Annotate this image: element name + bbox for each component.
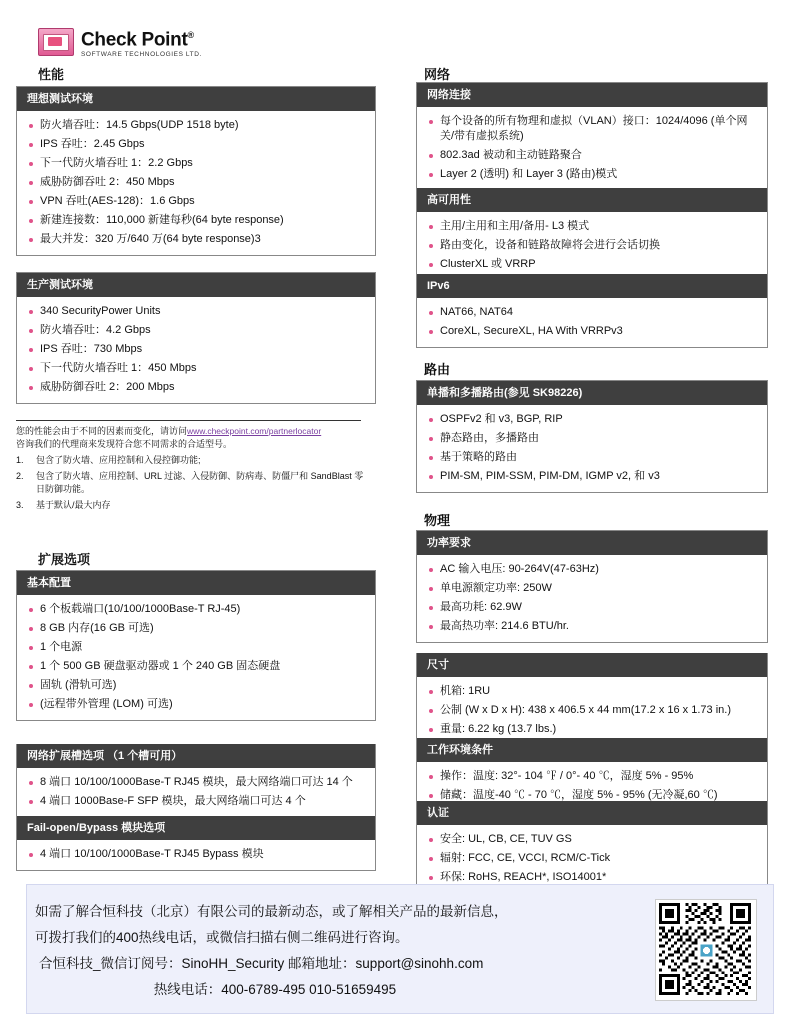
list-item: CoreXL, SecureXL, HA With VRRPv3 [427,322,759,341]
list-item: IPS 吞吐：730 Mbps [27,340,367,359]
table-production-test-environment [16,272,376,404]
list-item: OSPFv2 和 v3, BGP, RIP [427,410,759,429]
list-item: 固轨 (滑轨可选) [27,676,367,695]
footnote-2 [16,470,366,496]
table-high-availability [416,188,768,281]
list-item: 基于策略的路由 [427,448,759,467]
footnote-lead2: 咨询我们的代理商来发现符合您不同需求的合适型号。 [16,439,233,449]
list-item: 安全: UL, CB, CE, TUV GS [427,830,759,849]
promo-line-4: 热线电话：400-6789-495 010-51659495 [153,982,397,997]
table-body-basic [17,595,375,720]
footnote-1 [16,454,366,467]
list-item: 重量: 6.22 kg (13.7 lbs.) [427,720,759,739]
section-title-routing: 路由 [424,362,451,377]
table-unicast-multicast-routing [416,380,768,493]
list-item: 新建连接数：110,000 新建每秒(64 byte response) [27,211,367,230]
list-item: 下一代防火墙吞吐 1：2.2 Gbps [27,154,367,173]
table-header-connectivity: 网络连接 [417,83,767,107]
partner-locator-link[interactable]: www.checkpoint.com/partnerlocator [187,426,322,436]
table-body-ipv6 [417,298,767,347]
list-item: Layer 2 (透明) 和 Layer 3 (路由)模式 [427,165,759,184]
table-certification [416,801,768,894]
section-title-performance: 性能 [38,67,65,82]
list-item: VPN 吞吐(AES-128)：1.6 Gbps [27,192,367,211]
list-item: 单电源额定功率: 250W [427,579,759,598]
table-bypass-options [16,816,376,871]
table-header-environment: 工作环境条件 [417,738,767,762]
checkpoint-logo [38,26,202,58]
list-item: AC 输入电压: 90-264V(47-63Hz) [427,560,759,579]
table-body-slots [17,768,375,817]
promo-line-3: 合恒科技_微信订阅号：SinoHH_Security 邮箱地址：support@sinohh.com [39,956,484,971]
table-header-production: 生产测试环境 [17,273,375,297]
list-item: 最高功耗: 62.9W [427,598,759,617]
table-header-bypass: Fail-open/Bypass 模块选项 [17,816,375,840]
list-item: 最高热功率: 214.6 BTU/hr. [427,617,759,636]
list-item: 每个设备的所有物理和虚拟（VLAN）接口：1024/4096 (单个网关/带有虚拟系统) [427,112,759,146]
table-dimensions [416,653,768,746]
table-body-connectivity [417,107,767,190]
table-network-connectivity [416,82,768,191]
list-item: 1 个电源 [27,638,367,657]
list-item: 威胁防御吞吐 2：200 Mbps [27,378,367,397]
brand-name: Check Point® [81,29,194,51]
section-title-network: 网络 [424,67,451,82]
list-item: 防火墙吞吐：14.5 Gbps(UDP 1518 byte) [27,116,367,135]
table-header-ipv6: IPv6 [417,274,767,298]
table-body-ideal [17,111,375,255]
table-header-dimensions: 尺寸 [417,653,767,677]
list-item: ClusterXL 或 VRRP [427,255,759,274]
list-item: 4 端口 1000Base-F SFP 模块，最大网络端口可达 4 个 [27,792,367,811]
table-body-production [17,297,375,403]
promo-panel [26,884,774,1014]
table-body-certification [417,825,767,893]
footnote-number: 2. [16,471,24,481]
table-header-availability: 高可用性 [417,188,767,212]
footnote-text: 包含了防火墙、应用控制、URL 过滤、入侵防御、防病毒、防僵尸和 SandBlast 零日防御功能。 [36,471,364,494]
table-body-multicast [417,405,767,492]
table-body-bypass [17,840,375,870]
table-network-expansion-slots [16,744,376,818]
list-item: IPS 吞吐：2.45 Gbps [27,135,367,154]
list-item: 最大并发：320 万/640 万(64 byte response)3 [27,230,367,249]
list-item: PIM-SM, PIM-SSM, PIM-DM, IGMP v2, 和 v3 [427,467,759,486]
list-item: 下一代防火墙吞吐 1：450 Mbps [27,359,367,378]
list-item: 防火墙吞吐：4.2 Gbps [27,321,367,340]
list-item: 操作：温度: 32°- 104 ℉ / 0°- 40 ℃，湿度 5% - 95% [427,767,759,786]
promo-line-1: 如需了解合恒科技（北京）有限公司的最新动态，或了解相关产品的最新信息， [35,904,508,919]
list-item: 4 端口 10/100/1000Base-T RJ45 Bypass 模块 [27,845,367,864]
list-item: (远程带外管理 (LOM) 可选) [27,695,367,714]
promo-text [35,899,625,1003]
section-title-expansion: 扩展选项 [38,552,91,567]
table-body-power [417,555,767,642]
list-item: 主用/主用和主用/备用- L3 模式 [427,217,759,236]
wechat-qr-code [655,899,757,1001]
footnote-number: 3. [16,500,24,510]
table-ideal-test-environment [16,86,376,256]
footnote-text: 基于默认/最大内存 [36,500,111,510]
checkpoint-logo-icon [38,28,74,56]
brand-tagline: SOFTWARE TECHNOLOGIES LTD. [81,51,202,59]
promo-line-2: 可拨打我们的400热线电话，或微信扫描右侧二维码进行咨询。 [35,930,409,945]
list-item: 辐射: FCC, CE, VCCI, RCM/C-Tick [427,849,759,868]
table-header-certification: 认证 [417,801,767,825]
performance-footnotes [16,420,366,512]
list-item: 6 个板载端口(10/100/1000Base-T RJ-45) [27,600,367,619]
list-item: 1 个 500 GB 硬盘驱动器或 1 个 240 GB 固态硬盘 [27,657,367,676]
list-item: 静态路由，多播路由 [427,429,759,448]
footnote-3 [16,499,366,512]
table-ipv6 [416,274,768,348]
list-item: 340 SecurityPower Units [27,302,367,321]
list-item: 环保: RoHS, REACH*, ISO14001* [427,868,759,887]
list-item: 储藏：温度-40 ℃ - 70 ℃，湿度 5% - 95% (无冷凝,60 ℃) [427,786,759,805]
table-body-availability [417,212,767,280]
list-item: 机箱: 1RU [427,682,759,701]
list-item: 8 端口 10/100/1000Base-T RJ45 模块，最大网络端口可达 14 个 [27,773,367,792]
footnote-number: 1. [16,455,24,465]
list-item: 威胁防御吞吐 2：450 Mbps [27,173,367,192]
table-basic-configuration [16,570,376,721]
table-power-requirements [416,530,768,643]
table-header-power: 功率要求 [417,531,767,555]
list-item: 公制 (W x D x H): 438 x 406.5 x 44 mm(17.2 x 16 x 1.73 in.) [427,701,759,720]
list-item: 802.3ad 被动和主动链路聚合 [427,146,759,165]
list-item: NAT66, NAT64 [427,303,759,322]
table-header-ideal: 理想测试环境 [17,87,375,111]
table-header-basic: 基本配置 [17,571,375,595]
list-item: 路由变化，设备和链路故障将会进行会话切换 [427,236,759,255]
section-title-physical: 物理 [424,513,451,528]
footnote-text: 包含了防火墙、应用控制和入侵控御功能; [36,455,201,465]
list-item: 8 GB 内存(16 GB 可选) [27,619,367,638]
table-header-slots: 网络扩展槽选项 （1 个槽可用） [17,744,375,768]
divider [16,420,361,421]
footnote-lead: 您的性能会由于不同的因素而变化，请访问www.checkpoint.com/partnerlocator [16,426,322,436]
table-header-multicast: 单播和多播路由(参见 SK98226) [417,381,767,405]
table-body-dimensions [417,677,767,745]
